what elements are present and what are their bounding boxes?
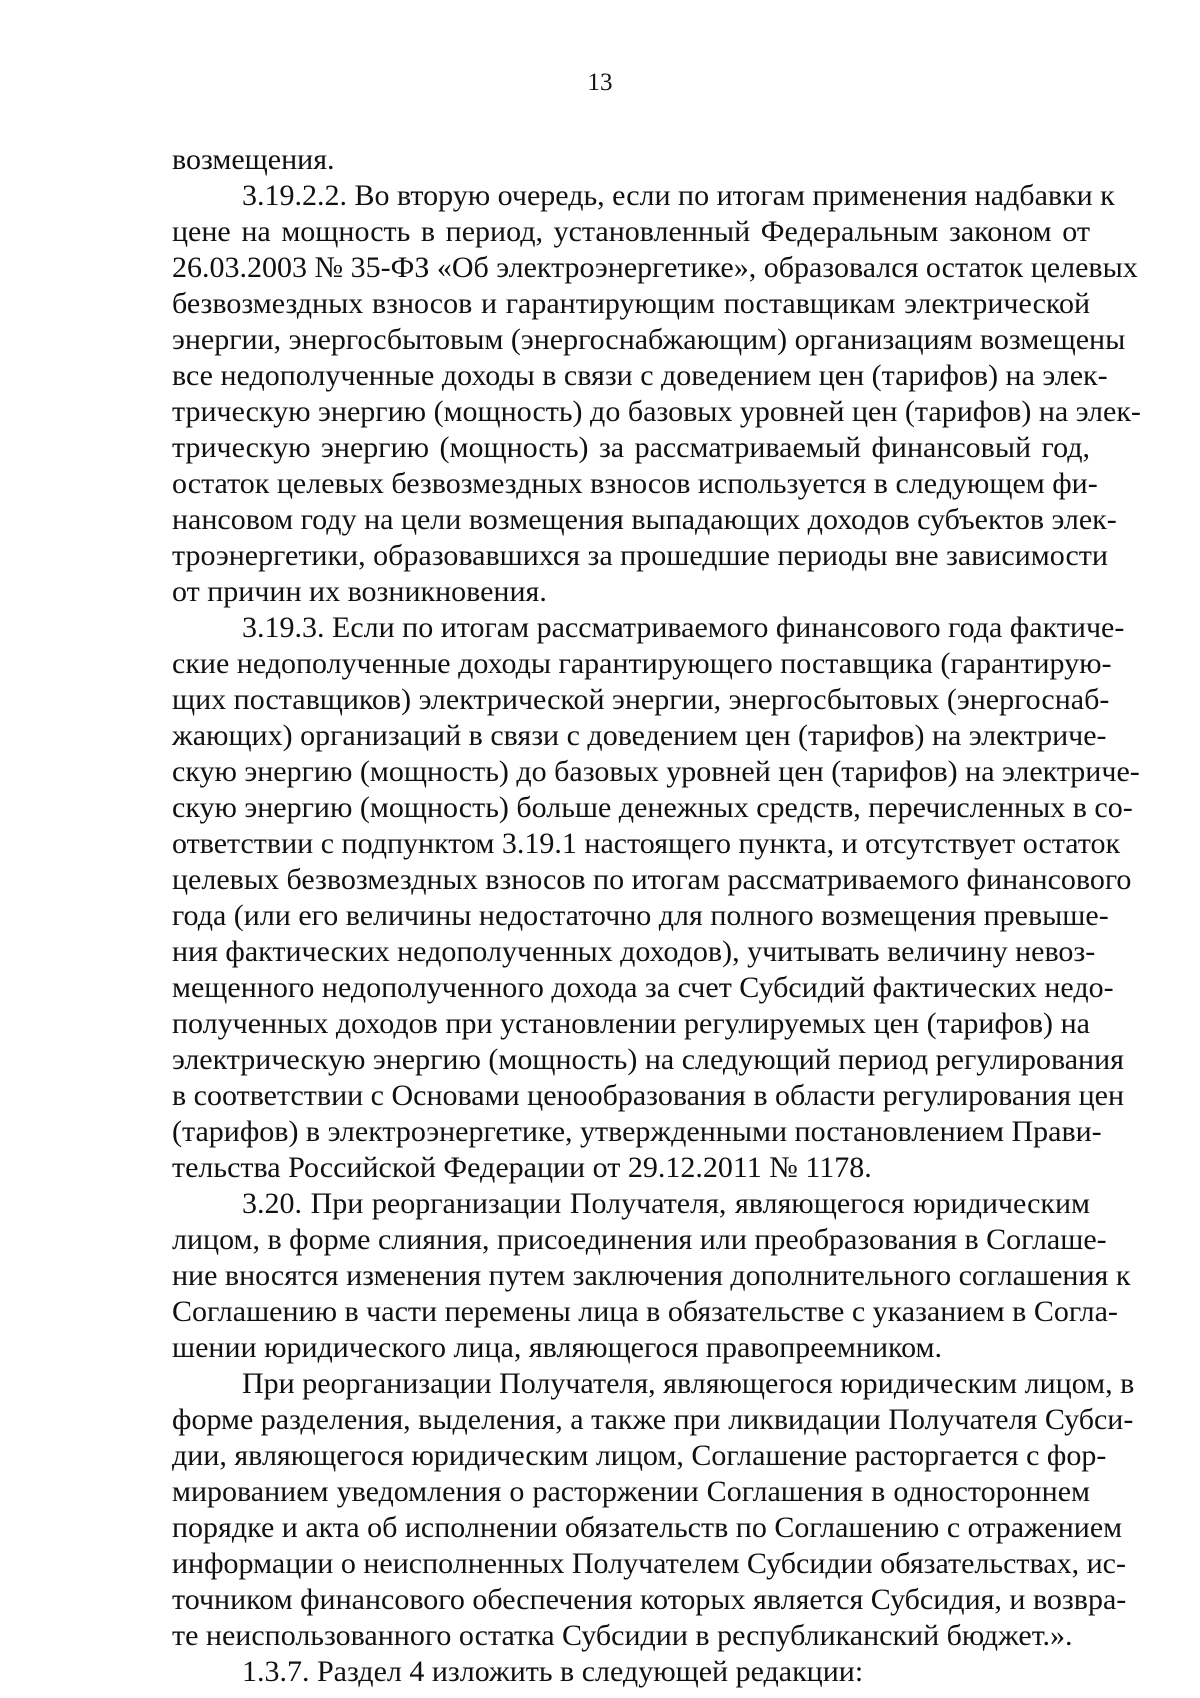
text-line: 3.19.2.2. Во вторую очередь, если по итогам применения надбавки к (242, 179, 1115, 212)
text-line: года (или его величины недостаточно для полного возмещения превыше- (172, 899, 1109, 932)
page-number: 13 (587, 69, 613, 96)
text-line: возмещения. (172, 143, 335, 176)
text-line: порядке и акта об исполнении обязательств по Соглашению с отражением (172, 1511, 1123, 1544)
text-line: ответствии с подпунктом 3.19.1 настоящего пункта, и отсутствует остаток (172, 827, 1121, 860)
body-text (172, 142, 1141, 1690)
text-line: те неиспользованного остатка Субсидии в республиканский бюджет.». (172, 1619, 1073, 1652)
text-line: трическую энергию (мощность) за рассматриваемый финансовый год, (172, 431, 1090, 464)
text-line: скую энергию (мощность) до базовых уровней цен (тарифов) на электриче- (172, 755, 1140, 788)
text-line: форме разделения, выделения, а также при ликвидации Получателя Субси- (172, 1403, 1134, 1436)
text-line: целевых безвозмездных взносов по итогам рассматриваемого финансового (172, 863, 1132, 896)
text-line: электрическую энергию (мощность) на следующий период регулирования (172, 1043, 1124, 1076)
text-line: тельства Российской Федерации от 29.12.2011 № 1178. (172, 1151, 872, 1184)
text-line: безвозмездных взносов и гарантирующим поставщикам электрической (172, 287, 1090, 320)
text-line: лицом, в форме слияния, присоединения или преобразования в Соглаше- (172, 1223, 1107, 1256)
text-line: точником финансового обеспечения которых является Субсидия, и возвра- (172, 1583, 1127, 1616)
text-line: скую энергию (мощность) больше денежных средств, перечисленных в со- (172, 791, 1133, 824)
text-line: мещенного недополученного дохода за счет Субсидий фактических недо- (172, 971, 1114, 1004)
text-line: в соответствии с Основами ценообразования в области регулирования цен (172, 1079, 1125, 1112)
text-line: мированием уведомления о расторжении Соглашения в одностороннем (172, 1475, 1090, 1508)
text-line: энергии, энергосбытовым (энергоснабжающим) организациям возмещены (172, 323, 1126, 356)
text-line: щих поставщиков) электрической энергии, энергосбытовых (энергоснаб- (172, 683, 1110, 716)
text-line: дии, являющегося юридическим лицом, Соглашение расторгается с фор- (172, 1439, 1107, 1472)
text-line: 3.20. При реорганизации Получателя, являющегося юридическим (242, 1187, 1090, 1220)
text-line: все недополученные доходы в связи с доведением цен (тарифов) на элек- (172, 359, 1108, 392)
text-line: остаток целевых безвозмездных взносов используется в следующем фи- (172, 467, 1098, 500)
text-line: При реорганизации Получателя, являющегося юридическим лицом, в (242, 1367, 1135, 1400)
text-line: от причин их возникновения. (172, 575, 547, 608)
text-line: Соглашению в части перемены лица в обязательстве с указанием в Согла- (172, 1295, 1118, 1328)
text-line: информации о неисполненных Получателем Субсидии обязательствах, ис- (172, 1547, 1126, 1580)
text-line: 3.19.3. Если по итогам рассматриваемого финансового года фактиче- (242, 611, 1125, 644)
text-line: троэнергетики, образовавшихся за прошедшие периоды вне зависимости (172, 539, 1108, 572)
text-line: ские недополученные доходы гарантирующего поставщика (гарантирую- (172, 647, 1112, 680)
text-line: трическую энергию (мощность) до базовых уровней цен (тарифов) на элек- (172, 395, 1141, 428)
text-line: полученных доходов при установлении регулируемых цен (тарифов) на (172, 1007, 1090, 1040)
text-line: 1.3.7. Раздел 4 изложить в следующей редакции: (242, 1655, 864, 1688)
text-line: 26.03.2003 № 35-ФЗ «Об электроэнергетике», образовался остаток целевых (172, 251, 1138, 284)
text-line: цене на мощность в период, установленный Федеральным законом от (172, 215, 1090, 248)
text-line: жающих) организаций в связи с доведением цен (тарифов) на электриче- (172, 719, 1107, 752)
text-line: шении юридического лица, являющегося правопреемником. (172, 1331, 942, 1364)
text-line: ние вносятся изменения путем заключения дополнительного соглашения к (172, 1259, 1131, 1292)
text-line: (тарифов) в электроэнергетике, утвержденными постановлением Прави- (172, 1115, 1102, 1148)
text-line: нансовом году на цели возмещения выпадающих доходов субъектов элек- (172, 503, 1117, 536)
text-line: ния фактических недополученных доходов), учитывать величину невоз- (172, 935, 1096, 968)
